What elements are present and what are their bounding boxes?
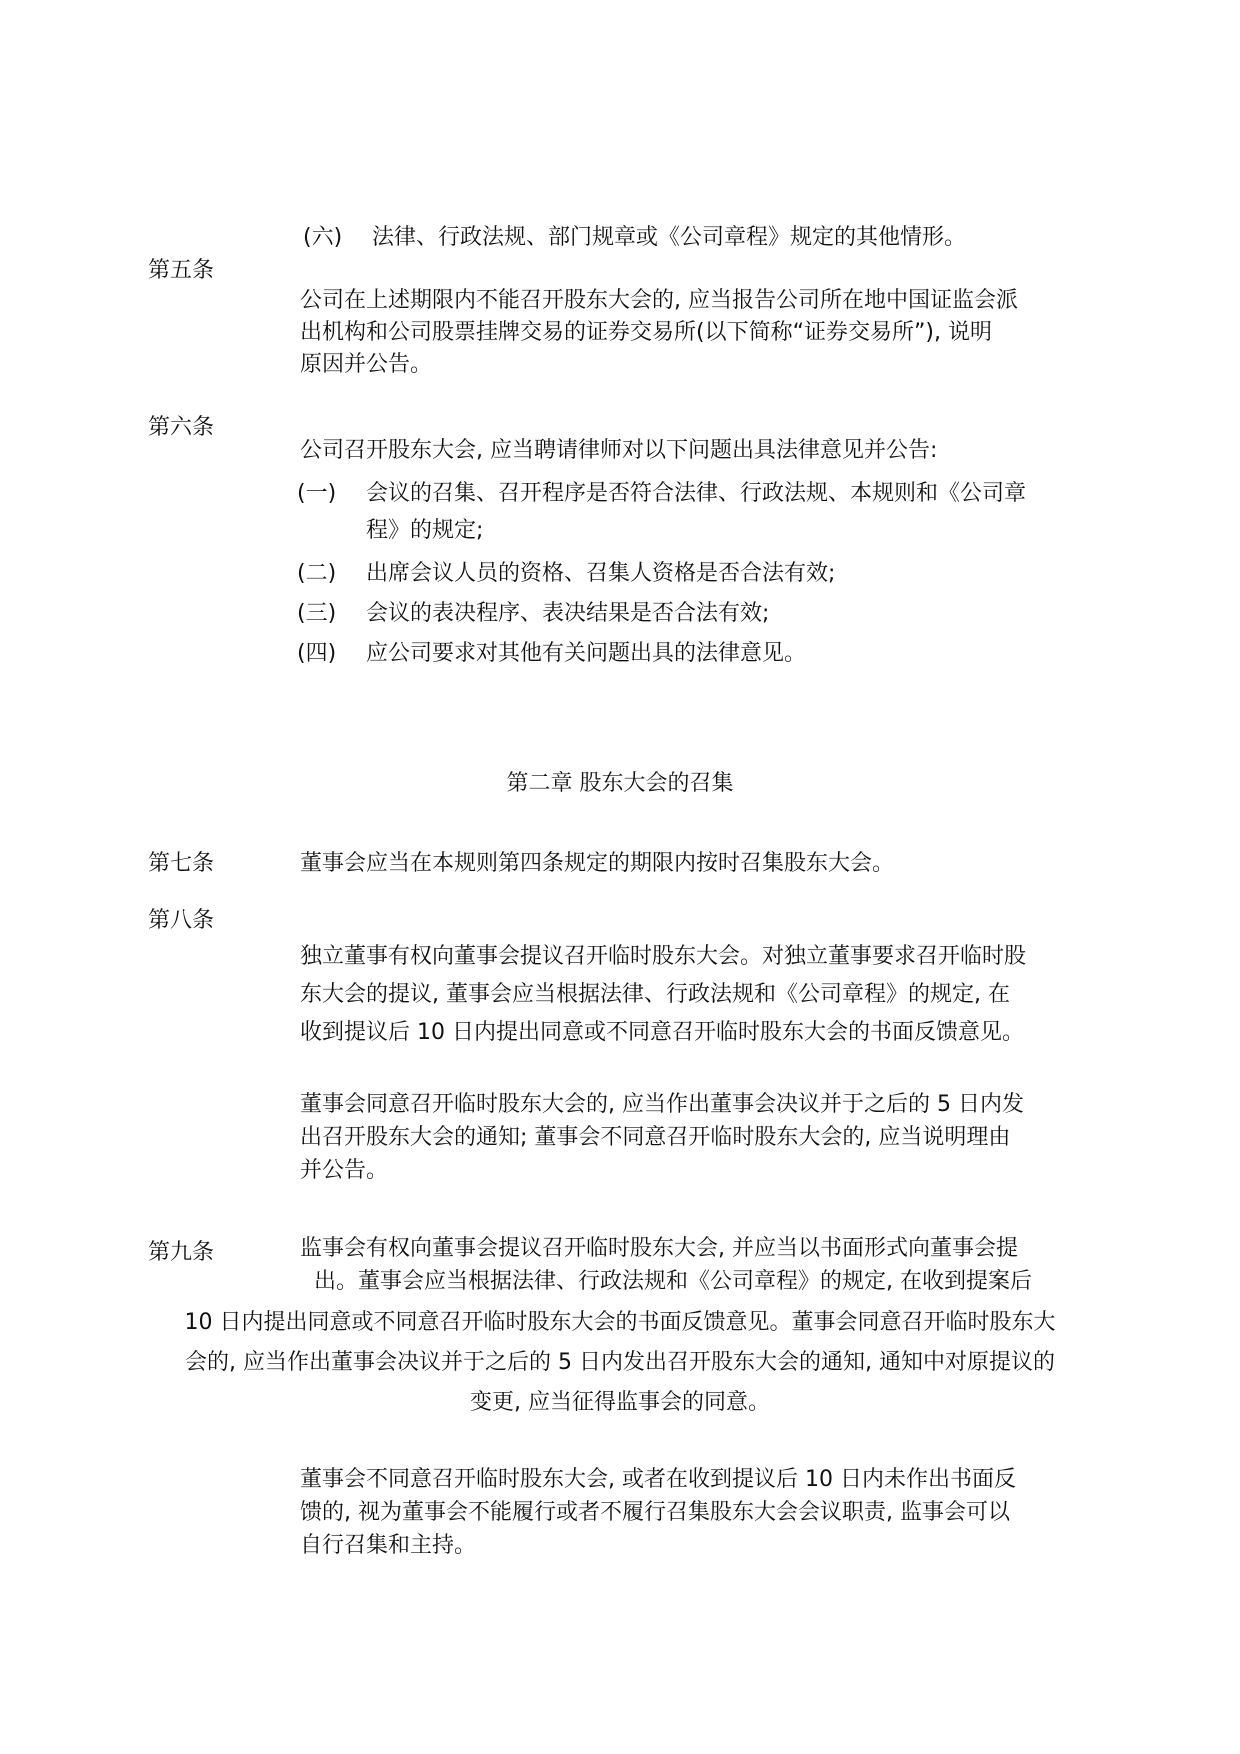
article-6-intro: 公司召开股东大会, 应当聘请律师对以下问题出具法律意见并公告: xyxy=(300,438,938,463)
text-line: 公司在上述期限内不能召开股东大会的, 应当报告公司所在地中国证监会派 xyxy=(300,288,1018,313)
article-5-body xyxy=(300,285,1018,381)
text-line: 原因并公告。 xyxy=(300,352,433,377)
text-line: 自行召集和主持。 xyxy=(300,1533,477,1558)
text-line: 出机构和公司股票挂牌交易的证券交易所(以下简称“证券交易所”), 说明 xyxy=(300,320,992,345)
article-9-line-1: 监事会有权向董事会提议召开临时股东大会, 并应当以书面形式向董事会提 xyxy=(300,1236,1018,1261)
text-line: 董事会不同意召开临时股东大会, 或者在收到提议后 10 日内未作出书面反 xyxy=(300,1467,1016,1492)
item-number: (三) xyxy=(297,601,337,626)
text-line: 独立董事有权向董事会提议召开临时股东大会。对独立董事要求召开临时股 xyxy=(300,944,1027,969)
item-text: 出席会议人员的资格、召集人资格是否合法有效; xyxy=(366,561,836,586)
article-8-paragraph-2 xyxy=(300,1088,1024,1187)
item-text: 法律、行政法规、部门规章或《公司章程》规定的其他情形。 xyxy=(372,225,967,250)
article-9-line-3: 10 日内提出同意或不同意召开临时股东大会的书面反馈意见。董事会同意召开临时股东大 xyxy=(184,1310,1056,1335)
item-text: 会议的表决程序、表决结果是否合法有效; xyxy=(366,601,770,626)
text-line: 东大会的提议, 董事会应当根据法律、行政法规和《公司章程》的规定, 在 xyxy=(300,982,1010,1007)
article-9-line-2: 出。董事会应当根据法律、行政法规和《公司章程》的规定, 在收到提案后 xyxy=(314,1269,1032,1294)
item-number: (二) xyxy=(297,561,337,586)
article-6-label: 第六条 xyxy=(148,415,215,440)
article-5-label: 第五条 xyxy=(148,258,215,283)
chapter-title: 第二章 股东大会的召集 xyxy=(506,771,734,796)
article-9-label: 第九条 xyxy=(148,1240,215,1265)
text-line: 并公告。 xyxy=(300,1158,389,1183)
article-9-paragraph-2 xyxy=(300,1463,1016,1562)
text-line: 董事会同意召开临时股东大会的, 应当作出董事会决议并于之后的 5 日内发 xyxy=(300,1092,1024,1117)
item-text: 应公司要求对其他有关问题出具的法律意见。 xyxy=(366,641,807,666)
text-line: 收到提议后 10 日内提出同意或不同意召开临时股东大会的书面反馈意见。 xyxy=(300,1020,1024,1045)
item-number: (四) xyxy=(297,641,337,666)
item-number: (一) xyxy=(297,481,337,506)
item-number: (六) xyxy=(303,225,343,250)
text-line: 馈的, 视为董事会不能履行或者不履行召集股东大会会议职责, 监事会可以 xyxy=(300,1500,1010,1525)
item-text-cont: 程》的规定; xyxy=(366,518,484,543)
article-9-line-4: 会的, 应当作出董事会决议并于之后的 5 日内发出召开股东大会的通知, 通知中对原提议的 xyxy=(185,1350,1055,1375)
article-7-label: 第七条 xyxy=(148,851,215,876)
article-9-line-5: 变更, 应当征得监事会的同意。 xyxy=(470,1390,770,1415)
article-8-paragraph-1 xyxy=(300,938,1026,1052)
article-7-text: 董事会应当在本规则第四条规定的期限内按时召集股东大会。 xyxy=(300,851,895,876)
item-text: 会议的召集、召开程序是否符合法律、行政法规、本规则和《公司章 xyxy=(366,481,1027,506)
article-8-label: 第八条 xyxy=(148,908,215,933)
text-line: 出召开股东大会的通知; 董事会不同意召开临时股东大会的, 应当说明理由 xyxy=(300,1125,1011,1150)
